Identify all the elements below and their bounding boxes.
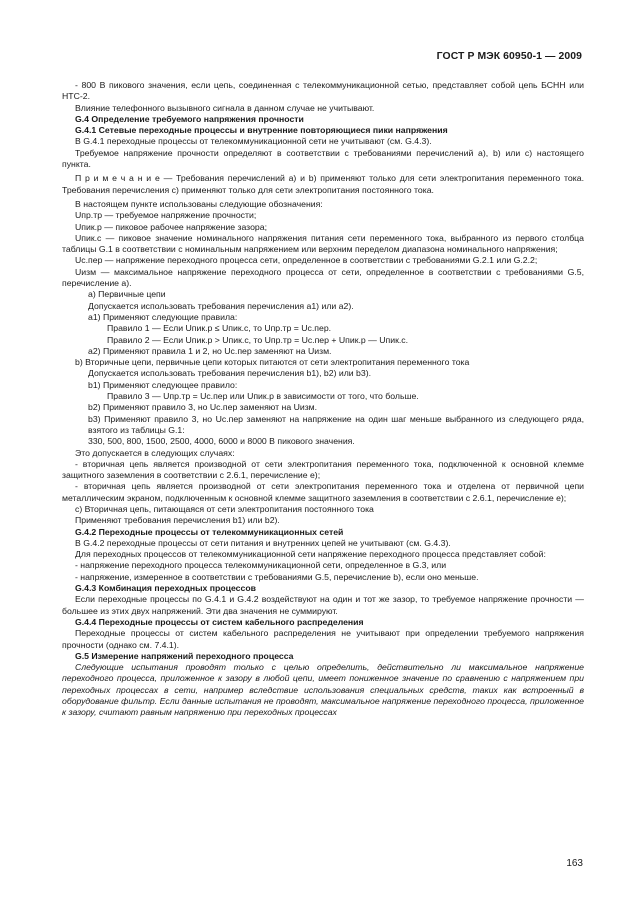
section-heading: G.5 Измерение напряжений переходного процесса bbox=[75, 650, 294, 661]
text-paragraph: с) Вторичная цепь, питающаяся от сети электропитания постоянного тока bbox=[75, 503, 374, 514]
text-paragraph: Требуемое напряжение прочности определяют в соответствии с требованиями перечислений а), b) или с) настоящего пункта. bbox=[62, 147, 584, 170]
text-paragraph: В G.4.1 переходные процессы от телекоммуникационной сети не учитывают (см. G.4.3). bbox=[75, 136, 432, 147]
text-paragraph: Допускается использовать требования перечисления а1) или а2). bbox=[88, 300, 354, 311]
text-paragraph: Uпр.тр — требуемое напряжение прочности; bbox=[75, 210, 257, 221]
text-paragraph: Uпик.с — пиковое значение номинального напряжения питания сети переменного тока, выбранного из первого столбца таблицы G.1 в соответствии с номинальным напряжением или верхним переделом диапазона номинального напряжения; bbox=[62, 232, 584, 255]
text-paragraph: Правило 3 — Uпр.тр = Uс.пер или Uпик.р в зависимости от того, что больше. bbox=[107, 391, 419, 402]
text-paragraph: Влияние телефонного вызывного сигнала в данном случае не учитывают. bbox=[75, 102, 375, 113]
text-paragraph: а2) Применяют правила 1 и 2, но Uс.пер заменяют на Uизм. bbox=[88, 345, 332, 356]
text-paragraph: Правило 2 — Если Uпик.р > Uпик.с, то Uпр.тр = Uс.пер + Uпик.р — Uпик.с. bbox=[107, 334, 409, 345]
text-paragraph: Если переходные процессы по G.4.1 и G.4.2 воздействуют на один и тот же зазор, то требуемое напряжение прочности — большее из этих двух напряжений. Эти два значения не суммируют. bbox=[62, 594, 584, 616]
text-paragraph: Uс.пер — напряжение переходного процесса сети, определенное в соответствии с требованиями G.2.1 или G.2.2; bbox=[75, 255, 538, 266]
document-body bbox=[62, 80, 584, 719]
section-heading: G.4.2 Переходные процессы от телекоммуникационных сетей bbox=[75, 526, 344, 537]
text-paragraph: 330, 500, 800, 1500, 2500, 4000, 6000 и 8000 В пикового значения. bbox=[88, 436, 355, 447]
text-paragraph: Применяют требования перечисления b1) или b2). bbox=[75, 515, 280, 526]
text-paragraph: Допускается использовать требования перечисления b1), b2) или b3). bbox=[88, 368, 372, 379]
text-paragraph: b) Вторичные цепи, первичные цепи которых питаются от сети электропитания переменного тока bbox=[75, 357, 470, 368]
text-paragraph: В настоящем пункте использованы следующие обозначения: bbox=[75, 198, 323, 209]
text-paragraph: Правило 1 — Если Uпик.р ≤ Uпик.с, то Uпр.тр = Uс.пер. bbox=[107, 323, 332, 334]
text-paragraph: b2) Применяют правило 3, но Uс.пер заменяют на Uизм. bbox=[88, 402, 318, 413]
text-paragraph: а1) Применяют следующие правила: bbox=[88, 311, 238, 322]
section-heading: G.4 Определение требуемого напряжения прочности bbox=[75, 113, 304, 124]
text-paragraph: - вторичная цепь является производной от сети электропитания переменного тока, подключенной к основной клемме защитного заземления в соответствии с 2.6.1, перечисление е); bbox=[62, 458, 584, 481]
text-paragraph: - напряжение переходного процесса телекоммуникационной сети, определенное в G.3, или bbox=[75, 560, 447, 571]
page-number: 163 bbox=[566, 858, 583, 869]
section-heading: G.4.3 Комбинация переходных процессов bbox=[75, 583, 256, 594]
standard-header: ГОСТ Р МЭК 60950-1 — 2009 bbox=[436, 51, 582, 62]
text-paragraph: Uпик.р — пиковое рабочее напряжение зазора; bbox=[75, 221, 267, 232]
text-paragraph: - вторичная цепь является производной от сети электропитания переменного тока и отделена от первичной цепи металлическим экраном, подключенным к основной клемме защитного заземления в соответствии с 2.6.1, перечисление е); bbox=[62, 481, 584, 503]
text-paragraph: - 800 В пикового значения, если цепь, соединенная с телекоммуникационной сетью, представляет собой цепь БСНН или НТС-2. bbox=[62, 80, 584, 102]
text-paragraph: а) Первичные цепи bbox=[88, 289, 166, 300]
note-paragraph: П р и м е ч а н и е — Требования перечислений а) и b) применяют только для сети электропитания переменного тока. Требования перечисления с) применяют только для сети электропитания постоянного тока. bbox=[62, 173, 584, 195]
text-paragraph: Следующие испытания проводят только с целью определить, действительно ли максимальное напряжение переходного процесса, приложенное к зазору в любой цепи, имеет пониженное значение по сравнению с напряжением при переходных процессах в сети, например вследствие использования специальных средств, таких как встроенный в оборудование фильтр. Если данные испытания не проводят, максимальное напряжение переходного процесса, приложенное к зазору, считают равным напряжению при переходных процессах bbox=[62, 662, 584, 718]
section-heading: G.4.1 Сетевые переходные процессы и внутренние повторяющиеся пики напряжения bbox=[75, 125, 448, 136]
text-paragraph: Uизм — максимальное напряжение переходного процесса от сети, определенное в соответствии с требованиями G.5, перечисление а). bbox=[62, 266, 584, 289]
text-paragraph: Переходные процессы от систем кабельного распределения не учитывают при определении требуемого напряжения прочности (однако см. 7.4.1). bbox=[62, 628, 584, 650]
text-paragraph: В G.4.2 переходные процессы от сети питания и внутренних цепей не учитывают (см. G.4.3). bbox=[75, 537, 451, 548]
text-paragraph: Это допускается в следующих случаях: bbox=[75, 447, 235, 458]
text-paragraph: - напряжение, измеренное в соответствии с требованиями G.5, перечисление b), если оно меньше. bbox=[75, 571, 479, 582]
text-paragraph: b3) Применяют правило 3, но Uс.пер заменяют на напряжение на один шаг меньше выбранного из следующего ряда, взятого из таблицы G.1: bbox=[88, 413, 584, 435]
text-paragraph: Для переходных процессов от телекоммуникационной сети напряжение переходного процесса представляет собой: bbox=[75, 549, 546, 560]
text-paragraph: b1) Применяют следующее правило: bbox=[88, 379, 238, 390]
section-heading: G.4.4 Переходные процессы от систем кабельного распределения bbox=[75, 616, 364, 627]
